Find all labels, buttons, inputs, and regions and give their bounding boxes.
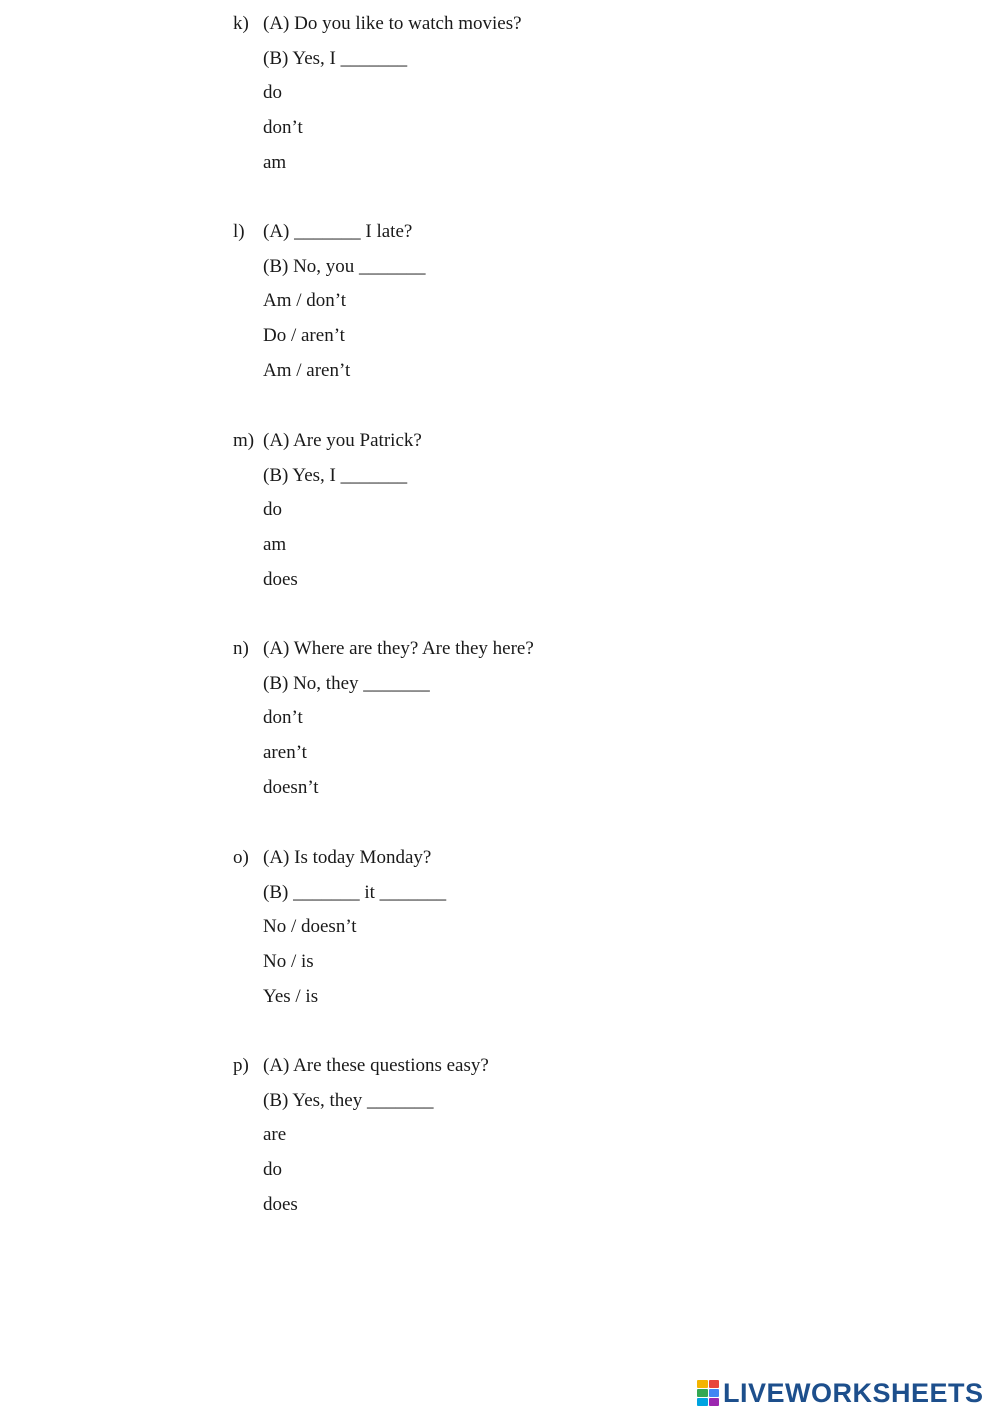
answer-option[interactable]: does [263,569,298,590]
answer-option[interactable]: are [263,1124,287,1145]
answer-option[interactable]: do [263,1159,282,1180]
answer-option[interactable]: do [263,499,282,520]
question-letter: k) [233,13,249,34]
question-line-b: (B) _______ it _______ [263,882,447,903]
question-line-a: (A) Are you Patrick? [263,430,422,451]
question-line-a: (A) Is today Monday? [263,847,432,868]
logo-block [709,1389,720,1397]
answer-option[interactable]: Do / aren’t [263,325,345,346]
logo-block [709,1398,720,1406]
logo-block [697,1389,708,1397]
answer-option[interactable]: Yes / is [263,986,319,1007]
answer-option[interactable]: do [263,82,282,103]
logo-block [709,1380,720,1388]
question-line-a: (A) Where are they? Are they here? [263,638,534,659]
answer-option[interactable]: am [263,534,287,555]
logo-block [697,1380,708,1388]
question-line-b: (B) Yes, they _______ [263,1090,434,1111]
answer-option[interactable]: am [263,152,287,173]
answer-option[interactable]: No / doesn’t [263,916,357,937]
logo-block [697,1398,708,1406]
answer-option[interactable]: don’t [263,707,303,728]
question-letter: m) [233,430,255,451]
question-letter: p) [233,1055,249,1076]
question-line-a: (A) _______ I late? [263,221,413,242]
liveworksheets-logo [697,1378,984,1408]
question-line-b: (B) Yes, I _______ [263,465,408,486]
answer-option[interactable]: does [263,1194,298,1215]
answer-option[interactable]: Am / don’t [263,290,347,311]
question-line-a: (A) Do you like to watch movies? [263,13,522,34]
answer-option[interactable]: Am / aren’t [263,360,351,381]
answer-option[interactable]: doesn’t [263,777,319,798]
logo-text: LIVEWORKSHEETS [723,1377,984,1408]
question-letter: l) [233,221,245,242]
question-line-a: (A) Are these questions easy? [263,1055,489,1076]
question-line-b: (B) No, you _______ [263,256,426,277]
question-letter: n) [233,638,249,659]
question-letter: o) [233,847,249,868]
answer-option[interactable]: aren’t [263,742,307,763]
question-line-b: (B) No, they _______ [263,673,430,694]
question-line-b: (B) Yes, I _______ [263,48,408,69]
answer-option[interactable]: No / is [263,951,314,972]
logo-mark-icon [697,1380,719,1406]
answer-option[interactable]: don’t [263,117,303,138]
